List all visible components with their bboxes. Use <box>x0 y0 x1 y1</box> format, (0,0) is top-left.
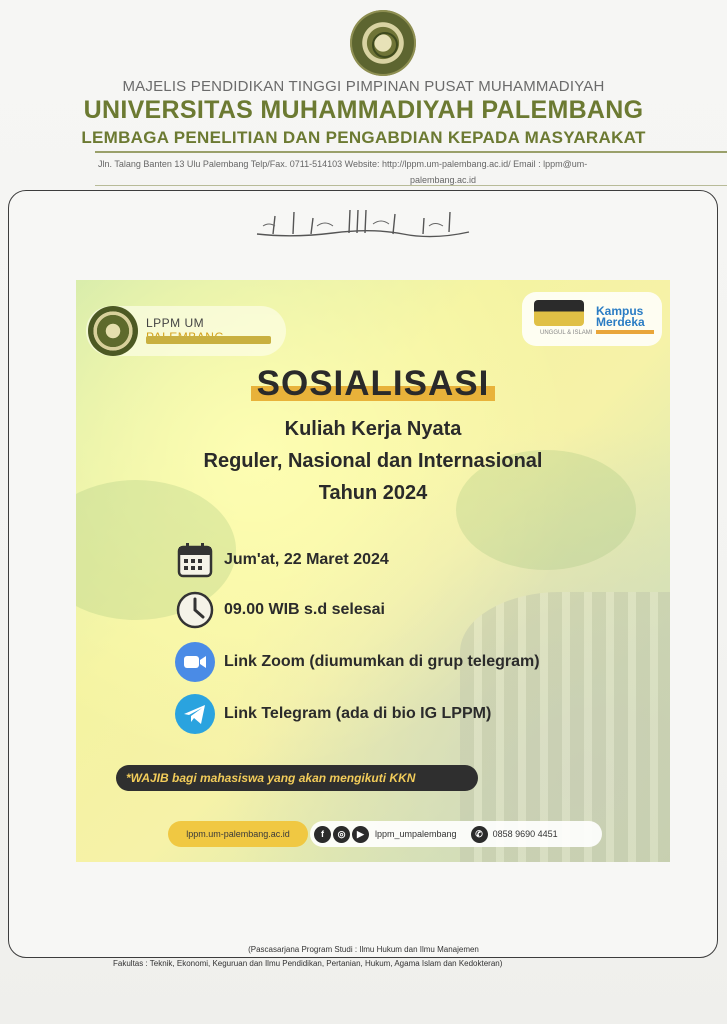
whatsapp-icon: ✆ <box>471 826 488 843</box>
poster-subtitle-2: Reguler, Nasional dan Internasional <box>203 450 543 472</box>
letterhead-address <box>98 156 658 188</box>
letterhead-institute-name: LEMBAGA PENELITIAN DAN PENGABDIAN KEPADA MASYARAKAT <box>81 128 646 147</box>
social-handle: lppm_umpalembang <box>375 829 457 839</box>
kampus-merdeka-word1: Kampus <box>596 304 644 318</box>
basmala-text: بِسْمِ اللهِ الرَّحْمَنِ الرَّحِيْمِ <box>253 204 263 205</box>
zoom-icon <box>174 641 216 683</box>
facebook-icon: f <box>314 826 331 843</box>
lppm-logo-strip <box>146 336 271 344</box>
event-date-row <box>174 538 389 582</box>
poster-website: lppm.um-palembang.ac.id <box>168 821 308 847</box>
unggul-islami-text: UNGGUL & ISLAMI <box>540 330 593 336</box>
poster-subtitle-3: Tahun 2024 <box>318 482 428 504</box>
event-time: 09.00 WIB s.d selesai <box>224 601 385 618</box>
kampus-merdeka-bar <box>596 330 654 334</box>
mandatory-notice: *WAJIB bagi mahasiswa yang akan mengikuti KKN <box>116 765 478 791</box>
phone-number: 0858 9690 4451 <box>492 829 558 839</box>
letterhead-divider <box>95 151 727 153</box>
youtube-icon: ▶ <box>352 826 369 843</box>
event-time-row <box>174 588 385 632</box>
poster-social-bar <box>310 821 602 847</box>
footer-line2: Fakultas : Teknik, Ekonomi, Keguruan dan Ilmu Pendidikan, Pertanian, Hukum, Agama Islam dan Kedokteran) <box>113 959 503 968</box>
kkn-poster <box>76 280 670 862</box>
letterhead-line1: MAJELIS PENDIDIKAN TINGGI PIMPINAN PUSAT MUHAMMADIYAH <box>122 78 605 95</box>
accreditation-badge-icon <box>534 300 584 326</box>
basmala-calligraphy <box>253 204 473 244</box>
telegram-icon <box>174 693 216 735</box>
zoom-link-text: Link Zoom (diumumkan di grup telegram) <box>224 653 540 670</box>
address-line1: Jln. Talang Banten 13 Ulu Palembang Telp/Fax. 0711-514103 Website: http://lppm.um-palembang.ac.id/ Email : lppm@um- <box>98 159 588 169</box>
lppm-logo <box>86 306 286 356</box>
partner-logos <box>522 292 662 346</box>
poster-subtitle-1: Kuliah Kerja Nyata <box>284 418 462 440</box>
telegram-link-text: Link Telegram (ada di bio IG LPPM) <box>224 705 492 722</box>
poster-title-text: SOSIALISASI <box>251 364 496 404</box>
letterhead-divider-thin <box>95 185 727 186</box>
lppm-seal-icon <box>88 306 138 356</box>
letterhead-university-name: UNIVERSITAS MUHAMMADIYAH PALEMBANG <box>83 96 644 124</box>
address-line2: palembang.ac.id <box>409 175 477 185</box>
instagram-icon: ◎ <box>333 826 350 843</box>
university-seal-logo <box>350 10 416 76</box>
calendar-icon <box>174 539 216 581</box>
kampus-merdeka-logo <box>596 306 645 328</box>
zoom-link-row <box>174 640 540 684</box>
poster-title <box>76 364 670 404</box>
telegram-link-row <box>174 692 491 736</box>
kampus-merdeka-word2: Merdeka <box>596 315 645 329</box>
clock-icon <box>174 589 216 631</box>
lppm-logo-prefix: LPPM UM <box>146 316 205 330</box>
event-date: Jum'at, 22 Maret 2024 <box>224 551 389 568</box>
footer-line1: (Pascasarjana Program Studi : Ilmu Hukum dan Ilmu Manajemen <box>248 945 479 954</box>
